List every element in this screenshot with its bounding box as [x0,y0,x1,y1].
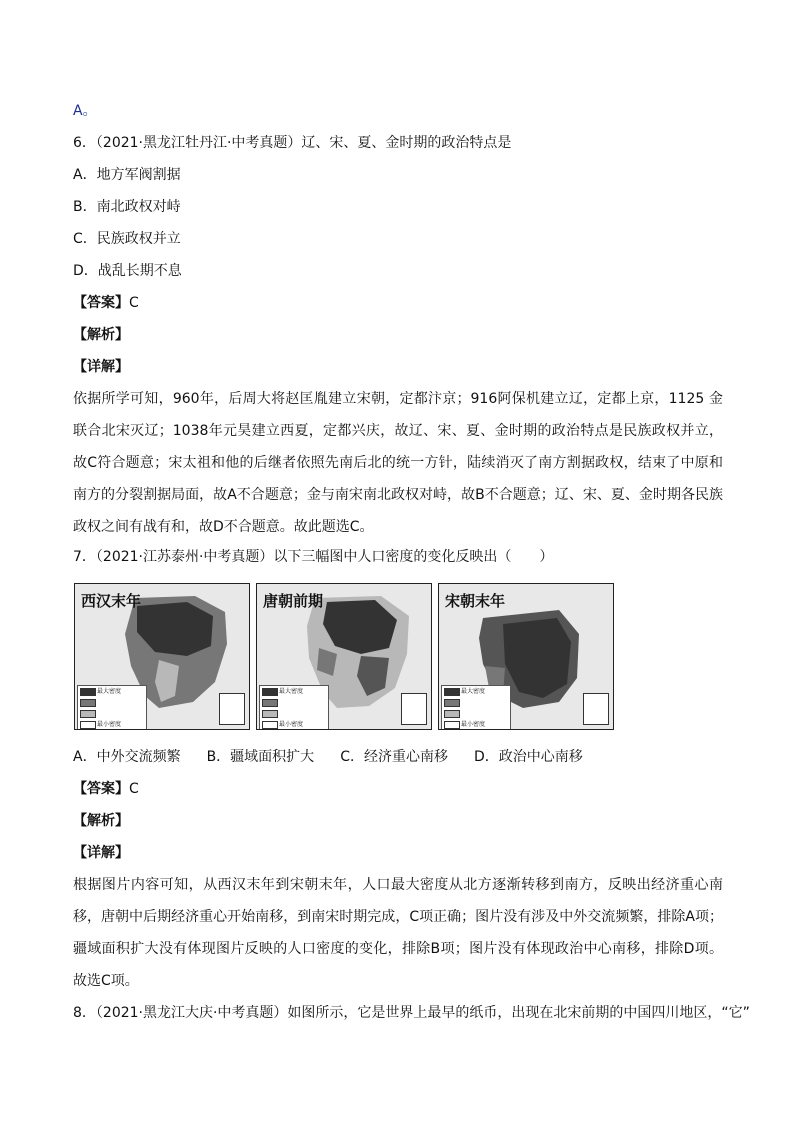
q7-option-d: D．政治中心南移 [473,749,583,765]
q7-option-c: C．经济重心南移 [340,749,448,765]
q6-answer [73,293,139,313]
legend-high: 最大密度 [260,686,328,697]
q6-option-c: C．民族政权并立 [73,231,181,247]
q7-analysis-label: 【解析】 [73,813,129,829]
answer-value: C [129,295,139,311]
answer-value: C [129,781,139,797]
map-legend [259,685,329,730]
q7-option-b: B．疆域面积扩大 [206,749,315,765]
south-sea-inset [219,693,245,725]
q6-analysis-label: 【解析】 [73,327,129,343]
map-legend [441,685,511,730]
q7-answer [73,779,139,799]
legend-low: 最小密度 [442,719,510,730]
answer-label: 【答案】 [73,781,129,797]
q7-options [73,747,609,767]
answer-label: 【答案】 [73,295,129,311]
legend-high: 最大密度 [78,686,146,697]
legend-high: 最大密度 [442,686,510,697]
q6-option-a: A．地方军阀割据 [73,167,181,183]
legend-low: 最小密度 [78,719,146,730]
q7-explanation: 根据图片内容可知，从西汉末年到宋朝末年，人口最大密度从北方逐渐转移到南方，反映出经济重心南移，唐朝中后期经济重心开始南移，到南宋时期完成，C项正确；图片没有涉及中外交流频繁，排除A项；疆域面积扩大没有体现图片反映的人口密度的变化，排除B项；图片没有体现政治中心南移，排除D项。故选C项。 [73,877,723,989]
map-western-han [74,583,250,730]
map-title-late-song: 宋朝末年 [445,592,506,610]
q5-answer-tail: A。 [73,103,97,119]
q6-explanation: 依据所学可知，960年，后周大将赵匡胤建立宋朝，定都汴京；916阿保机建立辽，定都上京，1125 金联合北宋灭辽；1038年元昊建立西夏，定都兴庆，故辽、宋、夏、金时期的政治特点是民族政权并立，故C符合题意；宋太祖和他的后继者依照先南后北的统一方针，陆续消灭了南方割据政权，结束了中原和南方的分裂割据局面，故A不合题意；金与南宋南北政权对峙，故B不合题意；辽、宋、夏、金时期各民族政权之间有战有和，故D不合题意。故此题选C。 [73,391,723,535]
q6-detail-label: 【详解】 [73,359,129,375]
legend-low: 最小密度 [260,719,328,730]
q7-detail-label: 【详解】 [73,845,129,861]
population-density-maps [74,583,586,730]
q6-stem: 6．（2021·黑龙江牡丹江·中考真题）辽、宋、夏、金时期的政治特点是 [73,135,512,151]
map-late-song [438,583,614,730]
map-early-tang [256,583,432,730]
q6-option-b: B．南北政权对峙 [73,199,181,215]
map-title-western-han: 西汉末年 [81,592,142,610]
map-title-early-tang: 唐朝前期 [263,592,324,610]
map-legend [77,685,147,730]
q7-stem: 7．（2021·江苏泰州·中考真题）以下三幅图中人口密度的变化反映出（ ） [73,549,554,565]
south-sea-inset [401,693,427,725]
q6-option-d: D．战乱长期不息 [73,263,182,279]
q7-option-a: A．中外交流频繁 [73,749,181,765]
q8-stem: 8．（2021·黑龙江大庆·中考真题）如图所示，它是世界上最早的纸币，出现在北宋前期的中国四川地区，“它” [73,1005,750,1021]
south-sea-inset [583,693,609,725]
